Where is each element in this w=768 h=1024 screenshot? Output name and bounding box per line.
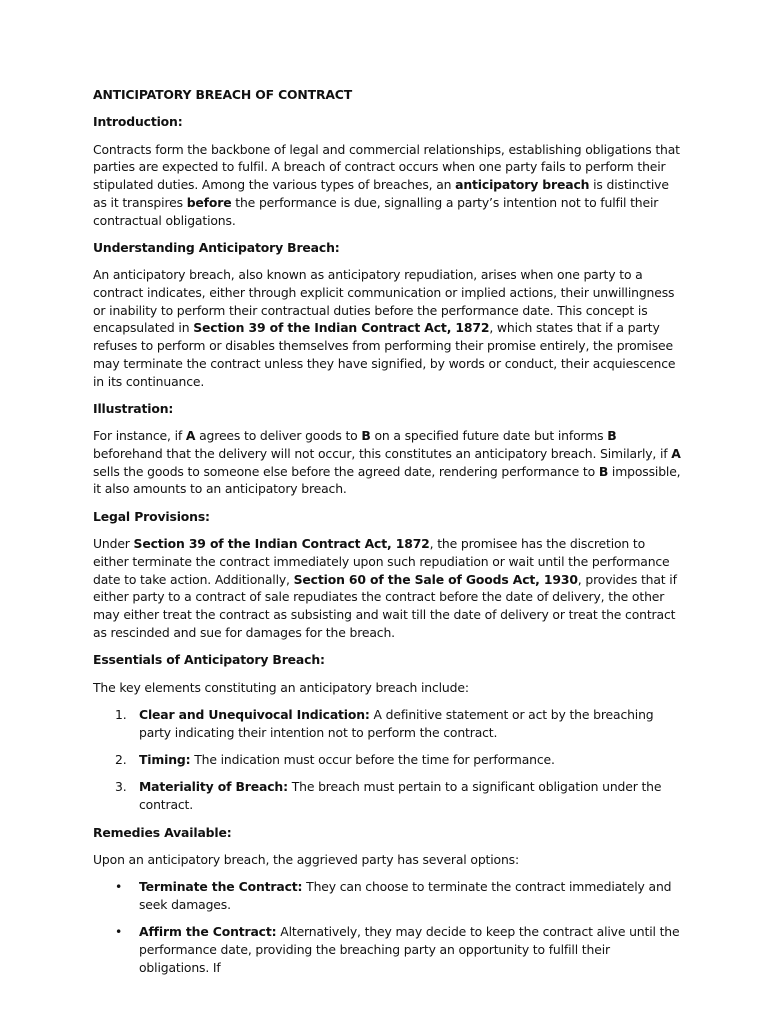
bold-term: anticipatory breach — [455, 177, 590, 193]
bold-term: A — [671, 446, 681, 462]
text: is distinctive as it transpires — [93, 177, 669, 210]
list-item — [93, 751, 683, 769]
essentials-heading: Essentials of Anticipatory Breach: — [93, 652, 325, 668]
bold-term: B — [607, 428, 617, 444]
list-text: A definitive statement or act by the breaching party indicating their intention not to perform the contract. — [139, 706, 654, 740]
understanding-paragraph — [93, 266, 683, 390]
text: Under — [93, 536, 134, 552]
list-text: The indication must occur before the time for performance. — [190, 752, 555, 768]
bullet-item — [93, 878, 683, 913]
list-term: Terminate the Contract: — [139, 879, 303, 895]
list-number: 1. — [115, 706, 127, 722]
text: the performance is due, signalling a party’s intention not to fulfil their contractual obligations. — [93, 194, 659, 228]
bold-term: B — [598, 463, 609, 479]
text: agrees to deliver goods to — [195, 428, 362, 444]
bullet-icon: • — [115, 879, 123, 895]
text: beforehand that the delivery will not occur, this constitutes an anticipatory breach. Similarly, if — [93, 446, 672, 462]
bold-term: B — [361, 428, 371, 444]
list-term: Materiality of Breach: — [139, 779, 288, 795]
list-text: They can choose to terminate the contract immediately and seek damages. — [139, 879, 672, 913]
remedies-heading: Remedies Available: — [93, 824, 232, 840]
introduction-paragraph — [93, 141, 683, 230]
text: impossible, it also amounts to an anticipatory breach. — [93, 463, 681, 497]
text: For instance, if — [93, 428, 186, 444]
list-text: The breach must pertain to a significant obligation under the contract. — [139, 779, 662, 813]
document-title: ANTICIPATORY BREACH OF CONTRACT — [93, 87, 353, 102]
essentials-intro: The key elements constituting an anticipatory breach include: — [93, 679, 469, 695]
list-term: Timing: — [139, 752, 191, 768]
text: on a specified future date but informs — [370, 428, 608, 444]
text: , which states that if a party refuses to perform or disables themselves from performing their promise entirely, the promisee may terminate the contract unless they have signified, by words or conduct, their acquiescence in its continuance. — [93, 320, 676, 389]
list-item — [93, 706, 683, 741]
list-term: Affirm the Contract: — [139, 924, 277, 940]
list-number: 3. — [115, 779, 127, 795]
document-body — [93, 86, 683, 986]
list-item — [93, 778, 683, 813]
understanding-heading: Understanding Anticipatory Breach: — [93, 239, 340, 255]
list-term: Clear and Unequivocal Indication: — [139, 706, 370, 722]
text: sells the goods to someone else before the agreed date, rendering performance to — [93, 463, 599, 479]
legal-provisions-paragraph — [93, 535, 683, 641]
illustration-paragraph — [93, 427, 683, 498]
illustration-heading: Illustration: — [93, 400, 174, 416]
bullet-icon: • — [115, 924, 123, 940]
text: , the promisee has the discretion to either terminate the contract immediately upon such repudiation or wait until the performance date to take action. Additionally, — [93, 536, 670, 587]
bold-term: Section 39 of the Indian Contract Act, 1872 — [193, 320, 490, 336]
bold-term: before — [186, 194, 232, 210]
bold-term: A — [185, 428, 196, 444]
text: An anticipatory breach, also known as anticipatory repudiation, arises when one party to a contract indicates, either through explicit communication or implied actions, their unwillingness or inability to perform their contractual duties before the performance date. This concept is encapsulated in — [93, 267, 675, 336]
text: Contracts form the backbone of legal and commercial relationships, establishing obligations that parties are expected to fulfil. A breach of contract occurs when one party fails to perform their stipulated duties. Among the various types of breaches, an — [93, 141, 680, 193]
list-number: 2. — [115, 752, 127, 768]
bullet-item — [93, 923, 683, 976]
bold-term: Section 39 of the Indian Contract Act, 1872 — [133, 536, 430, 552]
text: , provides that if either party to a contract of sale repudiates the contract before the date of delivery, the other may either treat the contract as subsisting and wait till the date of delivery or treat the contract as rescinded and sue for damages for the breach. — [93, 571, 677, 640]
legal-provisions-heading: Legal Provisions: — [93, 508, 210, 524]
list-text: Alternatively, they may decide to keep the contract alive until the performance date, providing the breaching party an opportunity to fulfill their obligations. If — [139, 924, 680, 975]
introduction-heading: Introduction: — [93, 114, 183, 130]
bold-term: Section 60 of the Sale of Goods Act, 1930 — [293, 571, 578, 587]
remedies-intro: Upon an anticipatory breach, the aggrieved party has several options: — [93, 851, 520, 867]
